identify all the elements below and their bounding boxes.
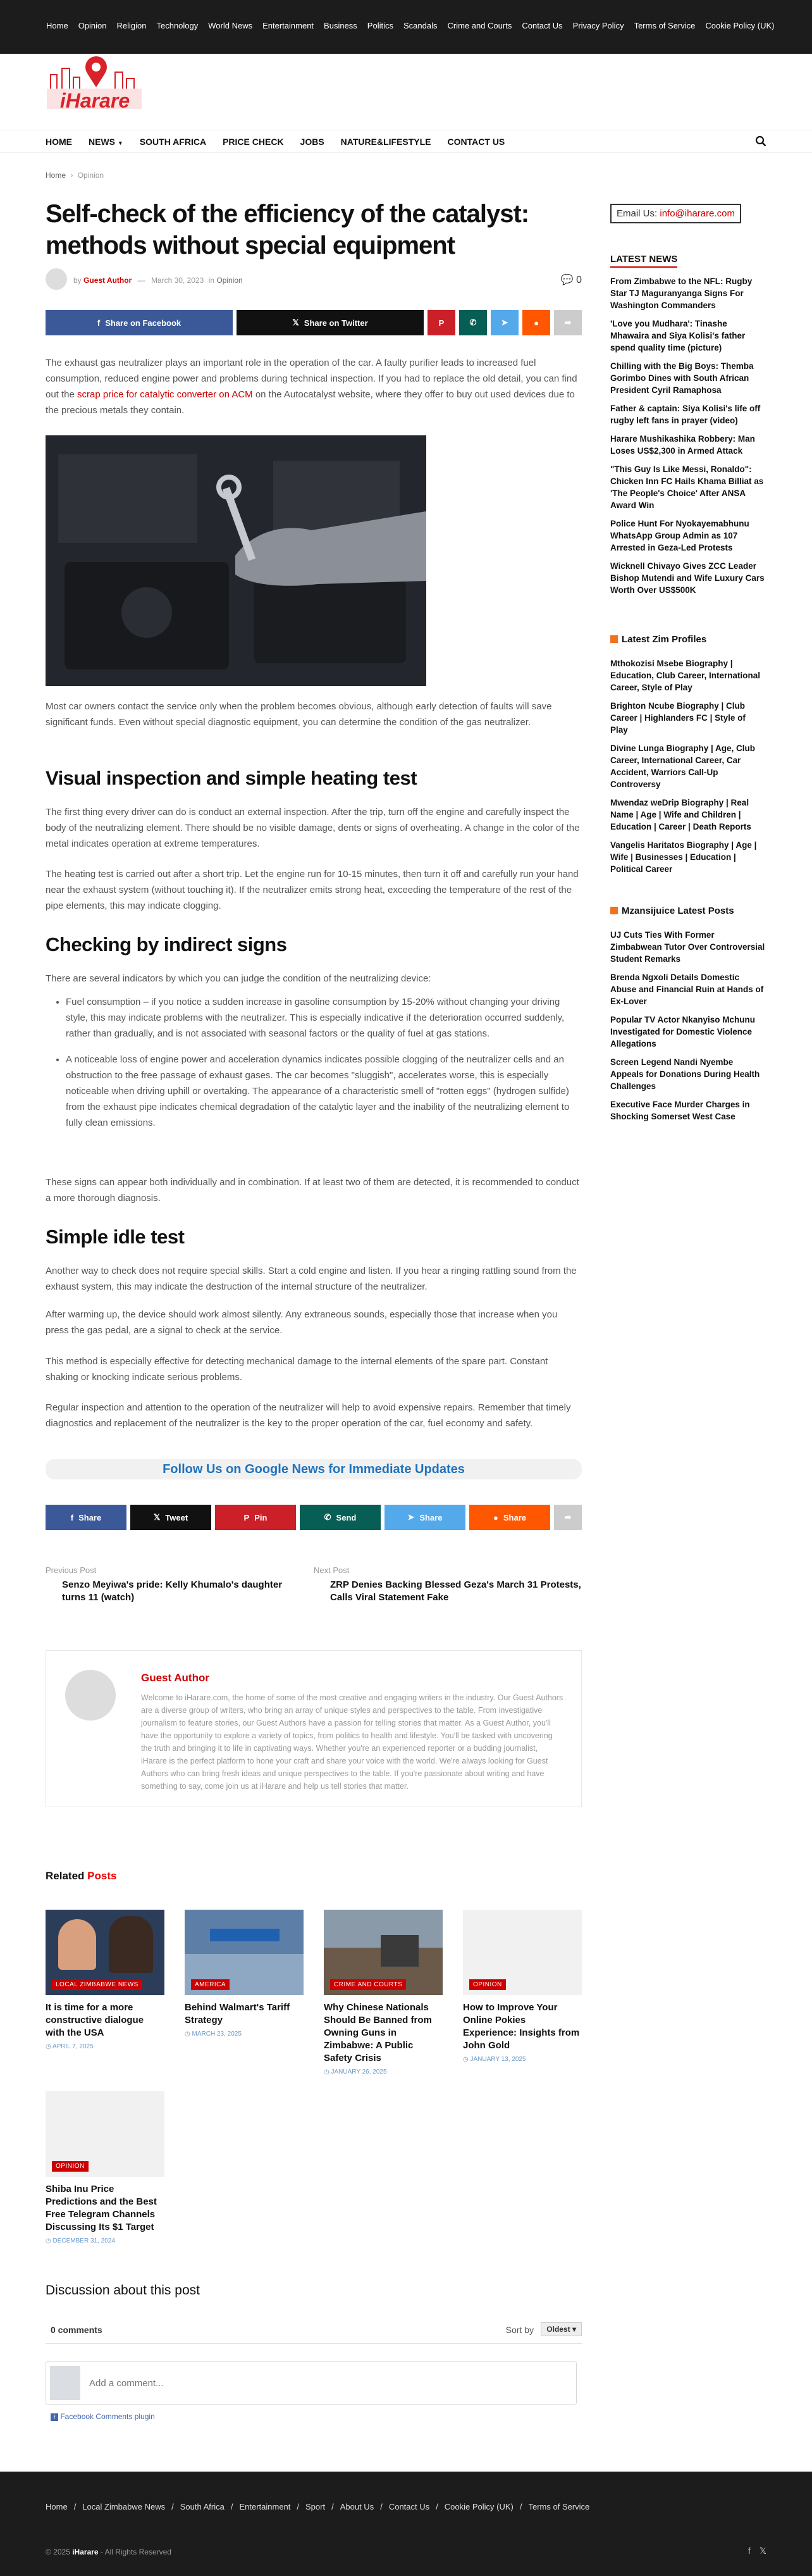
- list-item[interactable]: Chilling with the Big Boys: Themba Gorimbo Dines with South African President Cyril Ramaphosa: [610, 361, 754, 395]
- breadcrumb: [46, 171, 104, 180]
- author-box-name[interactable]: Guest Author: [141, 1672, 209, 1684]
- related-date: [324, 2069, 443, 2075]
- email-box[interactable]: [610, 204, 741, 223]
- list-item[interactable]: Popular TV Actor Nkanyiso Mchunu Investigated for Domestic Violence Allegations: [610, 1015, 756, 1048]
- facebook-icon[interactable]: f: [747, 2546, 751, 2556]
- facebook-icon: f: [51, 2413, 58, 2421]
- nav-price-check[interactable]: PRICE CHECK: [223, 137, 284, 147]
- list-item[interactable]: UJ Cuts Ties With Former Zimbabwean Tutor Over Controversial Student Remarks: [610, 930, 765, 964]
- footer-divider: /: [230, 2502, 233, 2511]
- copyright-a: © 2025: [46, 2548, 73, 2556]
- whatsapp-icon: ✆: [469, 318, 477, 327]
- byline-by: by: [73, 276, 82, 285]
- send-label: Send: [336, 1512, 357, 1522]
- share-pinterest-button[interactable]: [215, 1505, 296, 1530]
- topnav-terms[interactable]: Terms of Service: [634, 21, 696, 30]
- pin-label: Pin: [254, 1512, 268, 1522]
- share-arrow-icon: ➦: [564, 1512, 572, 1522]
- zim-profiles-heading: [610, 634, 765, 645]
- share-facebook-button[interactable]: [46, 310, 233, 335]
- footer-link[interactable]: Sport: [305, 2502, 326, 2511]
- list-item[interactable]: Mthokozisi Msebe Biography | Education, Club Career, International Career, Style of Play: [610, 659, 761, 692]
- site-logo[interactable]: [44, 49, 145, 119]
- share-twitter-button[interactable]: [237, 310, 424, 335]
- list-item[interactable]: Mwendaz weDrip Biography | Real Name | Age | Wife and Children | Education | Career | Death Reports: [610, 798, 751, 831]
- footer-divider: /: [73, 2502, 77, 2511]
- google-news-banner[interactable]: Follow Us on Google News for Immediate Updates: [46, 1459, 582, 1479]
- page-title: Self-check of the efficiency of the catalyst: methods without special equipment: [46, 200, 529, 259]
- pinterest-icon: P: [438, 318, 445, 328]
- list-item[interactable]: Brighton Ncube Biography | Club Career | Highlanders FC | Style of Play: [610, 701, 746, 735]
- topnav-world-news[interactable]: World News: [208, 21, 253, 30]
- share-more-button[interactable]: [554, 310, 582, 335]
- facebook-plugin-label: Facebook Comments plugin: [60, 2412, 155, 2421]
- share-facebook-label: Share on Facebook: [105, 318, 181, 328]
- paragraph-5: There are several indicators by which you can judge the condition of the neutralizing device:: [46, 973, 431, 984]
- next-post-label: Next Post: [314, 1565, 350, 1575]
- sort-select[interactable]: [541, 2322, 582, 2336]
- paragraph-6: These signs can appear both individually and in combination. If at least two of them are detected, it is recommended to conduct a more thorough diagnosis.: [46, 1177, 579, 1204]
- nav-contact[interactable]: CONTACT US: [447, 137, 505, 147]
- related-date-value: JANUARY 13, 2025: [470, 2056, 526, 2063]
- latest-news-list: [610, 275, 765, 596]
- paragraph-10: Regular inspection and attention to the operation of the neutralizer will help to avoid expensive repairs. Remember that timely diagnostics and replacement of the neutralizer is the key to the proper operation of the car, fuel economy and safety.: [46, 1402, 571, 1429]
- topnav-contact[interactable]: Contact Us: [522, 21, 563, 30]
- next-post-title[interactable]: ZRP Denies Backing Blessed Geza's March 31 Protests, Calls Viral Statement Fake: [330, 1579, 581, 1603]
- author-link[interactable]: Guest Author: [83, 276, 132, 285]
- related-date: [463, 2056, 582, 2063]
- clock-icon: ◷: [463, 2056, 471, 2063]
- mzansijuice-heading-text: Mzansijuice Latest Posts: [622, 905, 734, 916]
- related-title[interactable]: How to Improve Your Online Pokies Experience: Insights from John Gold: [463, 2002, 580, 2051]
- footer-divider: /: [171, 2502, 174, 2511]
- share-twitter-label: Share on Twitter: [304, 318, 368, 328]
- share-bar-top: [46, 310, 582, 335]
- footer-divider: /: [297, 2502, 300, 2511]
- related-thumbnail[interactable]: [46, 1910, 164, 1995]
- footer-link[interactable]: Local Zimbabwe News: [82, 2502, 166, 2511]
- clock-icon: ◷: [46, 2043, 52, 2050]
- whatsapp-icon: ✆: [324, 1512, 331, 1522]
- facebook-icon: f: [70, 1512, 74, 1522]
- previous-post-title[interactable]: Senzo Meyiwa's pride: Kelly Khumalo's daughter turns 11 (watch): [62, 1579, 283, 1603]
- related-date: [46, 2237, 164, 2244]
- list-item: • A noticeable loss of engine power and acceleration dynamics indicates possible clogging of the neutralizer cells and an obstruction to the free passage of exhaust gases. The car becomes "sluggish", accelerates worse, this is especially noticeable when driving uphill or overtaking. The appearance of a characteristic smell of "rotten eggs" (hydrogen sulfide) from the exhaust pipe indicates chemical degradation of the catalytic layer and the inability of the neutralizing element to fully clean emissions.: [66, 1052, 582, 1131]
- heading-idle-test: Simple idle test: [46, 1226, 185, 1248]
- topnav-entertainment[interactable]: Entertainment: [262, 21, 314, 30]
- list-item[interactable]: Executive Face Murder Charges in Shocking Somerset West Case: [610, 1100, 750, 1121]
- comment-count-value: 0: [576, 275, 582, 285]
- author-box-bio: Welcome to iHarare.com, the home of some of the most creative and engaging writers in the industry. Our Guest Authors are a diverse group of writers, who bring an array of unique styles and perspectives to the table. From investigative journalism to feature stories, our Guest Authors have a passion for telling stories that matter. As a Guest Author, you'll have the opportunity to explore a variety of topics, from politics to health and lifestyle. You'll be tasked with uncovering the truth and bringing it to life in captivating ways. Whether you're an experienced reporter or a budding journalist, iHarare is the perfect platform to hone your craft and share your voice with the world. We're always looking for Guest Authors who can bring fresh ideas and unique perspectives to the table. If you're passionate about writing and have something to say, come join us at iHarare and help us tell stories that matter.: [141, 1693, 563, 1791]
- mzansijuice-list: [610, 929, 765, 1123]
- footer-link[interactable]: South Africa: [180, 2502, 225, 2511]
- related-date-value: DECEMBER 31, 2024: [52, 2237, 115, 2244]
- next-post[interactable]: [314, 1565, 582, 1604]
- related-date-value: APRIL 7, 2025: [52, 2043, 94, 2050]
- reddit-icon: ●: [493, 1512, 498, 1522]
- topnav-scandals[interactable]: Scandals: [403, 21, 438, 30]
- x-icon: 𝕏: [153, 1512, 161, 1522]
- sort-select-value: Oldest: [546, 2325, 570, 2334]
- post-date: March 30, 2023: [151, 276, 204, 285]
- related-heading-b: Posts: [87, 1870, 117, 1882]
- share-telegram-button[interactable]: [491, 310, 519, 335]
- clock-icon: ◷: [324, 2069, 331, 2075]
- related-date: [46, 2043, 164, 2050]
- share-twitter-button[interactable]: [130, 1505, 211, 1530]
- category-tag[interactable]: CRIME AND COURTS: [330, 1979, 406, 1990]
- footer-divider: /: [380, 2502, 383, 2511]
- share-facebook-button[interactable]: [46, 1505, 126, 1530]
- copyright-b: - All Rights Reserved: [98, 2548, 171, 2556]
- facebook-icon: f: [97, 318, 101, 328]
- email-link[interactable]: info@iharare.com: [660, 208, 735, 219]
- list-item[interactable]: Screen Legend Nandi Nyembe Appeals for Donations During Health Challenges: [610, 1057, 760, 1091]
- footer-link[interactable]: About Us: [340, 2502, 374, 2511]
- footer-social: [748, 2546, 766, 2556]
- share-whatsapp-button[interactable]: [459, 310, 487, 335]
- list-item[interactable]: Father & captain: Siya Kolisi's life off rugby left fans in prayer (video): [610, 404, 761, 425]
- nav-nature-lifestyle[interactable]: NATURE&LIFESTYLE: [340, 137, 431, 147]
- previous-post[interactable]: [46, 1565, 298, 1604]
- list-item[interactable]: Brenda Ngxoli Details Domestic Abuse and Financial Ruin at Hands of Ex-Lover: [610, 973, 764, 1006]
- paragraph-2: Most car owners contact the service only when the problem becomes obvious, although early detection of faults will save significant funds. Even without special diagnostic equipment, you can determine the condition of the gas neutralizer.: [46, 701, 552, 728]
- mzansijuice-heading: [610, 905, 765, 916]
- share-reddit-button[interactable]: [469, 1505, 550, 1530]
- footer-links: [46, 2502, 589, 2511]
- related-title[interactable]: Behind Walmart's Tariff Strategy: [185, 2002, 290, 2025]
- breadcrumb-separator: ›: [70, 171, 73, 180]
- category-link[interactable]: Opinion: [216, 276, 243, 285]
- author-avatar[interactable]: [46, 268, 67, 290]
- nav-south-africa[interactable]: SOUTH AFRICA: [139, 137, 207, 147]
- zim-profiles-list: [610, 657, 765, 875]
- paragraph-intro-a: The exhaust gas neutralizer plays an important role in the operation of the car. A faulty purifier leads to increased fuel consumption, reduced engine power and problems during technical inspection. If you had to replace the old detail, you can find out the: [46, 358, 577, 400]
- zim-profiles-heading-text: Latest Zim Profiles: [622, 634, 707, 645]
- breadcrumb-home[interactable]: Home: [46, 171, 66, 180]
- clock-icon: ◷: [46, 2237, 53, 2244]
- share-whatsapp-button[interactable]: [300, 1505, 381, 1530]
- scrap-price-link[interactable]: scrap price for catalytic converter on ACM: [77, 389, 253, 400]
- clock-icon: ◷: [185, 2031, 192, 2038]
- share-more-button[interactable]: [554, 1505, 582, 1530]
- paragraph-4: The heating test is carried out after a short trip. Let the engine run for 10-15 minutes, then turn it off and carefully run your hand near the exhaust system (without touching it). If the neutralizer emits strong heat, exceeding the temperature of the rest of the pipe elements, this may indicate clogging.: [46, 869, 579, 911]
- related-title[interactable]: Why Chinese Nationals Should Be Banned from Owning Guns in Zimbabwe: A Public Safety Crisis: [324, 2002, 432, 2063]
- topnav-opinion[interactable]: Opinion: [78, 21, 107, 30]
- share-label: Share: [78, 1512, 102, 1522]
- related-date-value: JANUARY 26, 2025: [331, 2069, 387, 2075]
- nav-jobs[interactable]: JOBS: [300, 137, 324, 147]
- list-item[interactable]: "This Guy Is Like Messi, Ronaldo": Chicken Inn FC Hails Khama Billiat as 'The People's Choice' After ANSA Award Win: [610, 464, 764, 510]
- telegram-icon: ➤: [501, 318, 508, 327]
- related-card[interactable]: [324, 1910, 443, 2075]
- telegram-icon: ➤: [407, 1512, 415, 1522]
- latest-news-heading: LATEST NEWS: [610, 254, 677, 268]
- post-meta: [46, 267, 582, 292]
- share-arrow-icon: ➦: [564, 318, 572, 327]
- author-box: [46, 1650, 582, 1807]
- list-item[interactable]: From Zimbabwe to the NFL: Rugby Star TJ Maguranyanga Signs For Washington Commanders: [610, 277, 753, 310]
- comments-count: 0 comments: [51, 2325, 102, 2335]
- topnav-cookie[interactable]: Cookie Policy (UK): [705, 21, 775, 30]
- signs-list: [46, 994, 582, 1131]
- related-thumbnail[interactable]: [46, 2091, 164, 2177]
- x-icon[interactable]: 𝕏: [759, 2546, 766, 2556]
- related-thumbnail[interactable]: [463, 1910, 582, 1995]
- topnav-business[interactable]: Business: [324, 21, 357, 30]
- tweet-label: Tweet: [165, 1512, 188, 1522]
- nav-news[interactable]: [89, 137, 123, 147]
- related-card[interactable]: [46, 2091, 164, 2244]
- category-tag[interactable]: OPINION: [52, 2161, 89, 2172]
- list-item[interactable]: Wicknell Chivayo Gives ZCC Leader Bishop Mutendi and Wife Luxury Cars Worth Over US$500K: [610, 561, 765, 595]
- category-tag[interactable]: OPINION: [469, 1979, 506, 1990]
- related-card[interactable]: [46, 1910, 164, 2050]
- share-telegram-button[interactable]: [384, 1505, 465, 1530]
- facebook-plugin-link[interactable]: [51, 2412, 155, 2421]
- footer-link[interactable]: Contact Us: [388, 2502, 430, 2511]
- category-tag[interactable]: LOCAL ZIMBABWE NEWS: [52, 1979, 142, 1990]
- comments-bar: [46, 2318, 582, 2344]
- footer-link[interactable]: Entertainment: [239, 2502, 291, 2511]
- related-title[interactable]: It is time for a more constructive dialogue with the USA: [46, 2002, 144, 2038]
- sidebar: [610, 204, 765, 1123]
- comment-icon: 💬: [560, 275, 574, 285]
- paragraph-8: After warming up, the device should work almost silently. Any extraneous sounds, especially those that increase when you press the gas pedal, are a signal to check at the service.: [46, 1309, 558, 1336]
- related-heading: [46, 1870, 116, 1882]
- topnav-technology[interactable]: Technology: [156, 21, 199, 30]
- list-item[interactable]: Police Hunt For Nyokayemabhunu WhatsApp Group Admin as 107 Arrested in Geza-Led Protests: [610, 519, 749, 552]
- chevron-down-icon: ▾: [572, 2325, 576, 2334]
- copyright: [46, 2548, 171, 2556]
- comment-box: [46, 2361, 577, 2405]
- footer-divider: /: [331, 2502, 334, 2511]
- paragraph-7: Another way to check does not require special skills. Start a cold engine and listen. If you hear a ringing rattling sound from the exhaust system, this may indicate the destruction of the internal structure of the neutralizer.: [46, 1266, 577, 1292]
- top-bar: [0, 0, 812, 54]
- footer-link[interactable]: Terms of Service: [528, 2502, 590, 2511]
- topnav-home[interactable]: Home: [46, 21, 68, 30]
- related-title[interactable]: Shiba Inu Price Predictions and the Best Free Telegram Channels Discussing Its $1 Target: [46, 2184, 157, 2232]
- commenter-avatar: [50, 2366, 80, 2400]
- paragraph-intro-b: on the Autocatalyst website, where they offer to buy out used devices due to the precious metals they contain.: [46, 389, 575, 416]
- discussion-heading: Discussion about this post: [46, 2283, 200, 2298]
- list-item[interactable]: Harare Mushikashika Robbery: Man Loses US$2,300 in Armed Attack: [610, 434, 755, 456]
- related-card[interactable]: [185, 1910, 304, 2038]
- paragraph-intro: [46, 355, 582, 418]
- footer-divider: /: [436, 2502, 438, 2511]
- list-item: • Fuel consumption – if you notice a sudden increase in gasoline consumption by 15-20% without changing your driving style, this may indicate problems with the neutralizer. This is especially indicative if the deterioration occurred suddenly, rather than gradually, and is not associated with seasonal factors or the quality of fuel at gas stations.: [66, 994, 582, 1042]
- share-reddit-button[interactable]: [522, 310, 550, 335]
- list-item[interactable]: Divine Lunga Biography | Age, Club Career, International Career, Car Accident, Warriors Call-Up Controversy: [610, 744, 756, 789]
- sort-by-label: Sort by: [505, 2325, 534, 2335]
- topnav-crime[interactable]: Crime and Courts: [447, 21, 512, 30]
- pinterest-icon: P: [243, 1512, 250, 1522]
- chevron-down-icon: ▼: [117, 140, 123, 146]
- related-thumbnail[interactable]: [324, 1910, 443, 1995]
- breadcrumb-section[interactable]: Opinion: [77, 171, 104, 180]
- paragraph-3: The first thing every driver can do is conduct an external inspection. After the trip, turn off the engine and carefully inspect the body of the neutralizing element. There should be no visible damage, dents or signs of overheating. A change in the color of the metal indicates operation at extreme temperatures.: [46, 807, 580, 849]
- related-card[interactable]: [463, 1910, 582, 2063]
- logo-text: iHarare: [59, 89, 130, 112]
- footer-link[interactable]: Cookie Policy (UK): [444, 2502, 514, 2511]
- list-item[interactable]: 'Love you Mudhara': Tinashe Mhawaira and Siya Kolisi's father spend quality time (picture): [610, 319, 746, 352]
- paragraph-9: This method is especially effective for detecting mechanical damage to the internal elements of the spare part. Constant shaking or knocking indicate serious problems.: [46, 1356, 548, 1383]
- top-nav: [46, 21, 774, 30]
- topnav-politics[interactable]: Politics: [367, 21, 393, 30]
- x-icon: 𝕏: [292, 318, 299, 327]
- related-date: [185, 2031, 304, 2038]
- share-label: Share: [419, 1512, 443, 1522]
- copyright-brand[interactable]: iHarare: [72, 2548, 99, 2556]
- nav-news-label: NEWS: [89, 137, 115, 147]
- previous-post-label: Previous Post: [46, 1565, 97, 1575]
- heading-indirect-signs: Checking by indirect signs: [46, 933, 287, 955]
- comment-count[interactable]: [561, 273, 582, 286]
- related-date-value: MARCH 23, 2025: [192, 2031, 242, 2038]
- nav-home[interactable]: HOME: [46, 137, 72, 147]
- post-navigation: [46, 1565, 582, 1616]
- footer-link[interactable]: Home: [46, 2502, 68, 2511]
- author-box-avatar[interactable]: [65, 1670, 116, 1720]
- category-tag[interactable]: AMERICA: [191, 1979, 230, 1990]
- article-image: [46, 435, 426, 686]
- byline: by Guest Author — March 30, 2023 in Opinion: [73, 276, 243, 285]
- search-icon[interactable]: [755, 135, 766, 147]
- heading-visual-inspection: Visual inspection and simple heating test: [46, 767, 417, 789]
- main-nav: [0, 130, 812, 152]
- share-label: Share: [503, 1512, 526, 1522]
- comment-input[interactable]: [85, 2366, 572, 2400]
- byline-in: in: [208, 276, 215, 285]
- footer-divider: /: [519, 2502, 522, 2511]
- related-thumbnail[interactable]: [185, 1910, 304, 1995]
- share-pinterest-button[interactable]: [428, 310, 455, 335]
- related-heading-a: Related: [46, 1870, 85, 1882]
- footer: [0, 2472, 812, 2576]
- email-label: Email Us:: [617, 208, 658, 219]
- topnav-religion[interactable]: Religion: [116, 21, 147, 30]
- share-bar-bottom: [46, 1505, 582, 1530]
- reddit-icon: ●: [534, 318, 539, 328]
- list-item[interactable]: Vangelis Haritatos Biography | Age | Wife | Businesses | Education | Political Career: [610, 840, 757, 874]
- topnav-privacy[interactable]: Privacy Policy: [572, 21, 624, 30]
